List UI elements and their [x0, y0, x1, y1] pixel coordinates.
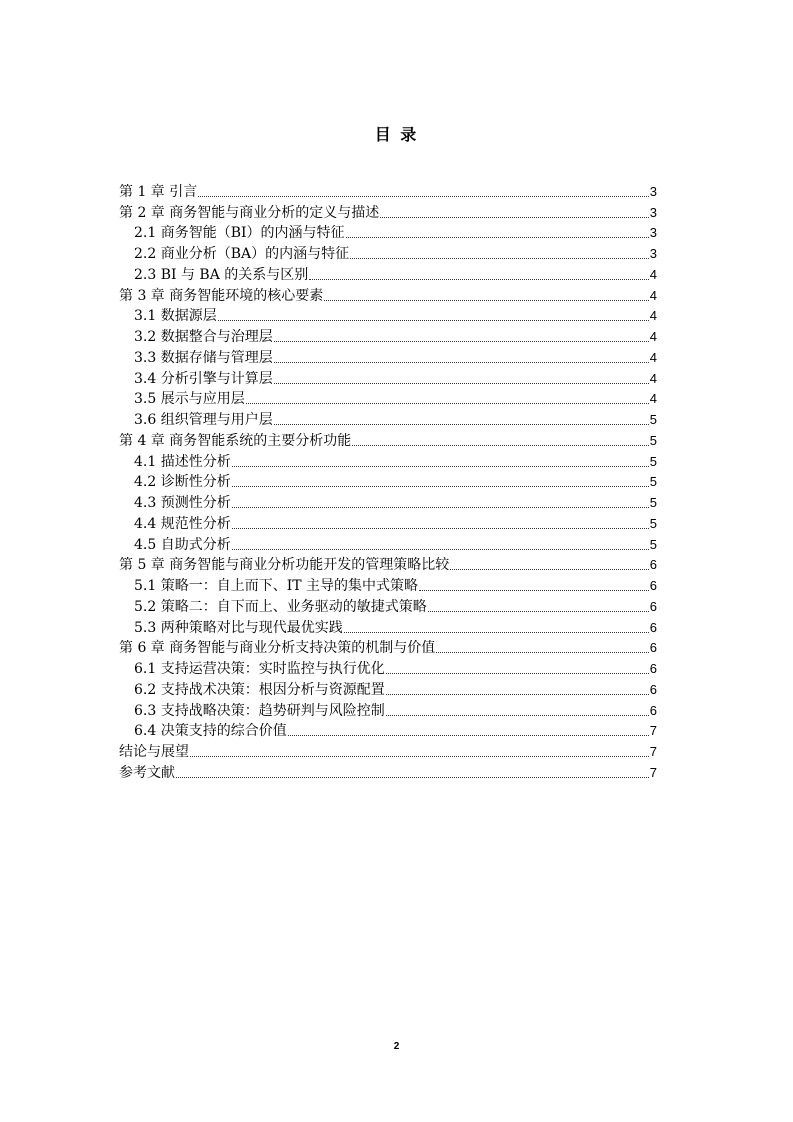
page-number: 2 [393, 1041, 400, 1052]
toc-entry-page: 7 [649, 764, 657, 780]
toc-entry-label: 第 2 章 商务智能与商业分析的定义与描述 [119, 204, 380, 221]
toc-leader-dots [274, 341, 649, 342]
toc-entry-label: 6.1 支持运营决策：实时监控与执行优化 [134, 661, 385, 677]
toc-leader-dots [232, 549, 649, 550]
toc-entry-label: 3.2 数据整合与治理层 [134, 329, 273, 345]
toc-entry[interactable] [119, 554, 657, 575]
toc-entry-label: 4.4 规范性分析 [134, 515, 231, 532]
toc-leader-dots [344, 632, 649, 633]
toc-leader-dots [386, 715, 649, 716]
toc-leader-dots [232, 466, 649, 467]
toc-entry[interactable] [119, 699, 657, 720]
toc-leader-dots [190, 756, 649, 757]
toc-entry-label: 6.4 决策支持的综合价值 [134, 723, 287, 740]
toc-entry-label: 参考文献 [119, 764, 175, 781]
toc-entry-page: 5 [649, 495, 657, 510]
toc-entry[interactable] [119, 616, 657, 637]
toc-entry-label: 4.2 诊断性分析 [134, 474, 231, 491]
toc-entry[interactable] [119, 222, 657, 243]
toc-entry[interactable] [119, 325, 657, 346]
toc-title: 目 录 [374, 125, 419, 144]
toc-entry[interactable] [119, 388, 657, 409]
toc-leader-dots [198, 196, 649, 197]
toc-entry-page: 4 [649, 266, 657, 282]
toc-entry-page: 5 [649, 432, 657, 448]
toc-entry[interactable] [119, 657, 657, 678]
toc-entry-page: 6 [649, 598, 657, 614]
toc-entry-page: 4 [649, 329, 657, 344]
toc-entry-label: 2.1 商务智能（BI）的内涵与特征 [134, 225, 345, 242]
toc-entry-page: 4 [649, 287, 657, 303]
toc-entry[interactable] [119, 242, 657, 263]
toc-leader-dots [346, 237, 649, 238]
toc-entry-page: 6 [649, 681, 657, 697]
toc-entry[interactable] [119, 346, 657, 367]
toc-entry-page: 7 [649, 723, 657, 739]
toc-entry-page: 4 [649, 308, 657, 324]
toc-leader-dots [450, 569, 649, 570]
toc-leader-dots [419, 590, 649, 591]
toc-leader-dots [386, 673, 649, 674]
toc-entry-label: 4.1 描述性分析 [134, 453, 231, 470]
toc-entry-page: 6 [649, 640, 657, 656]
toc-entry[interactable] [119, 471, 657, 492]
toc-leader-dots [274, 383, 649, 384]
toc-entry-page: 5 [649, 474, 657, 490]
toc-entry-page: 5 [649, 515, 657, 531]
toc-leader-dots [386, 694, 649, 695]
toc-entry[interactable] [119, 408, 657, 429]
toc-leader-dots [232, 528, 649, 529]
toc-entry[interactable] [119, 720, 657, 741]
toc-entry-page: 6 [649, 578, 657, 593]
toc-entry-page: 5 [649, 412, 657, 427]
toc-entry-label: 2.2 商业分析（BA）的内涵与特征 [134, 246, 350, 262]
toc-leader-dots [288, 735, 649, 736]
toc-entry-page: 3 [649, 225, 657, 241]
toc-entry-page: 5 [649, 536, 657, 552]
toc-entry-page: 3 [649, 204, 657, 220]
toc-entry-label: 第 6 章 商务智能与商业分析支持决策的机制与价值 [119, 640, 436, 657]
toc-entry[interactable] [119, 574, 657, 595]
toc-leader-dots [232, 507, 649, 508]
toc-entry-page: 3 [649, 246, 657, 261]
toc-entry-label: 结论与展望 [119, 744, 189, 760]
toc-leader-dots [218, 320, 649, 321]
toc-entry-label: 第 3 章 商务智能环境的核心要素 [119, 287, 324, 304]
toc-entry[interactable] [119, 367, 657, 388]
toc-entry-page: 4 [649, 391, 657, 407]
toc-entry[interactable] [119, 740, 657, 761]
toc-entry[interactable] [119, 533, 657, 554]
toc-leader-dots [232, 486, 649, 487]
toc-entry[interactable] [119, 305, 657, 326]
toc-entry-label: 4.3 预测性分析 [134, 495, 231, 511]
toc-leader-dots [246, 403, 649, 404]
toc-entry[interactable] [119, 201, 657, 222]
table-of-contents [119, 180, 657, 782]
toc-entry[interactable] [119, 512, 657, 533]
toc-entry-label: 6.2 支持战术决策：根因分析与资源配置 [134, 681, 385, 698]
toc-entry[interactable] [119, 761, 657, 782]
toc-entry-page: 4 [649, 370, 657, 386]
toc-entry-label: 3.6 组织管理与用户层 [134, 412, 273, 428]
toc-leader-dots [436, 652, 649, 653]
toc-entry[interactable] [119, 284, 657, 305]
toc-entry-page: 7 [649, 744, 657, 759]
toc-entry[interactable] [119, 491, 657, 512]
toc-leader-dots [428, 611, 649, 612]
toc-entry[interactable] [119, 429, 657, 450]
toc-entry-label: 3.4 分析引擎与计算层 [134, 370, 273, 387]
toc-entry-page: 6 [649, 557, 657, 573]
toc-entry-label: 6.3 支持战略决策：趋势研判与风险控制 [134, 702, 385, 719]
toc-entry-page: 3 [649, 183, 657, 199]
toc-entry-label: 第 4 章 商务智能系统的主要分析功能 [119, 432, 352, 449]
toc-entry-label: 4.5 自助式分析 [134, 536, 231, 553]
toc-entry-label: 5.2 策略二：自下而上、业务驱动的敏捷式策略 [134, 598, 427, 615]
toc-leader-dots [309, 279, 648, 280]
toc-entry-label: 3.1 数据源层 [134, 308, 217, 325]
toc-entry-page: 5 [649, 453, 657, 469]
toc-entry-page: 6 [649, 702, 657, 718]
toc-leader-dots [350, 258, 649, 259]
toc-entry-label: 3.3 数据存储与管理层 [134, 349, 273, 366]
toc-entry[interactable] [119, 595, 657, 616]
toc-entry[interactable] [119, 637, 657, 658]
toc-leader-dots [380, 217, 649, 218]
toc-entry-label: 第 1 章 引言 [119, 183, 198, 200]
toc-entry-label: 3.5 展示与应用层 [134, 391, 245, 408]
toc-entry-label: 2.3 BI 与 BA 的关系与区别 [134, 266, 309, 283]
toc-entry[interactable] [119, 180, 657, 201]
toc-entry-page: 4 [649, 349, 657, 365]
toc-leader-dots [352, 445, 649, 446]
toc-leader-dots [324, 300, 649, 301]
toc-entry-label: 5.1 策略一：自上而下、IT 主导的集中式策略 [134, 578, 419, 594]
toc-leader-dots [274, 362, 649, 363]
toc-entry[interactable] [119, 263, 657, 284]
toc-entry[interactable] [119, 678, 657, 699]
toc-entry-page: 6 [649, 619, 657, 635]
toc-leader-dots [274, 424, 649, 425]
toc-leader-dots [176, 777, 649, 778]
toc-entry-label: 5.3 两种策略对比与现代最优实践 [134, 619, 343, 636]
toc-entry[interactable] [119, 450, 657, 471]
toc-entry-page: 6 [649, 661, 657, 676]
toc-entry-label: 第 5 章 商务智能与商业分析功能开发的管理策略比较 [119, 557, 450, 574]
